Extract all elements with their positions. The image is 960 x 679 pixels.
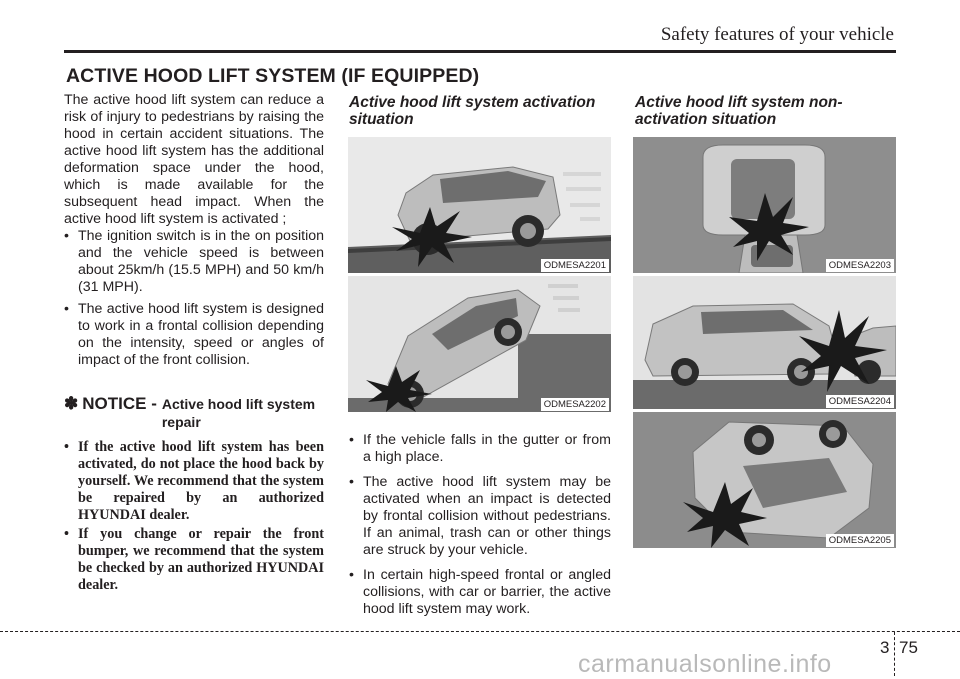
non-activation-text [349,424,611,618]
figure-caption: ODMESA2203 [826,259,894,272]
notice-heading [64,395,324,431]
overturned-car-illustration [633,412,896,548]
notice-star-icon: ✽ [64,394,79,413]
header-rule [64,50,896,53]
notice-subtitle: Active hood lift system repair [161,396,316,430]
car-falling-illustration [348,276,611,412]
non-activation-bullets [349,432,611,618]
notice-box [64,395,324,594]
intro-bullet: • The ignition switch is in the on position and the vehicle speed is between about 25km/h (15.5 MPH) and 50 km/h (31 MPH). [64,228,324,296]
intro-bullet: • The active hood lift system is designed to work in a frontal collision depending on the intensity, speed or angles of impact of the front collision. [64,301,324,369]
notice-bullets [64,439,324,594]
activation-heading: Active hood lift system activation situation [349,94,596,128]
notice-bullet: • If you change or repair the front bumper, we recommend that the system be checked by an authorized HYUNDAI dealer. [64,526,324,594]
figure-odmesa2204 [633,276,896,409]
intro-paragraph: The active hood lift system can reduce a risk of injury to pedestrians by raising the hood in certain accident situations. The active hood lift system has the additional deformation space under the hood, which is made available for the subsequent head impact. When the active hood lift system is activated ; [64,92,324,227]
chapter-number: 3 [880,638,890,657]
figure-odmesa2201 [348,137,611,273]
figure-caption: ODMESA2205 [826,534,894,547]
page-number: 75 [899,638,918,657]
figure-caption: ODMESA2204 [826,395,894,408]
non-activation-heading: Active hood lift system non-activation situation [635,94,843,128]
top-view-collision-illustration [633,137,896,273]
figure-caption: ODMESA2202 [541,398,609,411]
intro-column [64,92,324,596]
non-activation-bullet: • If the vehicle falls in the gutter or from a high place. [349,432,611,466]
notice-bullet: • If the active hood lift system has been activated, do not place the hood back by yourself. We recommend that the system be repaired by an authorized HYUNDAI dealer. [64,439,324,524]
non-activation-bullet: • In certain high-speed frontal or angled collisions, with car or barrier, the active hood lift system may work. [349,567,611,618]
figure-caption: ODMESA2201 [541,259,609,272]
non-activation-bullet: • The active hood lift system may be activated when an impact is detected by frontal collision without pedestrians. If an animal, trash can or other things are struck by your vehicle. [349,474,611,559]
section-title: ACTIVE HOOD LIFT SYSTEM (IF EQUIPPED) [66,65,480,87]
intro-bullets [64,228,324,369]
footer-rule [0,631,960,632]
frontal-car-collision-illustration [633,276,896,409]
notice-label: NOTICE - [82,394,157,413]
figure-odmesa2202 [348,276,611,412]
footer-divider [894,632,895,676]
watermark: carmanualsonline.info [578,650,832,678]
header-title: Safety features of your vehicle [660,24,894,45]
figure-odmesa2205 [633,412,896,548]
figure-odmesa2203 [633,137,896,273]
car-on-slope-illustration [348,137,611,273]
